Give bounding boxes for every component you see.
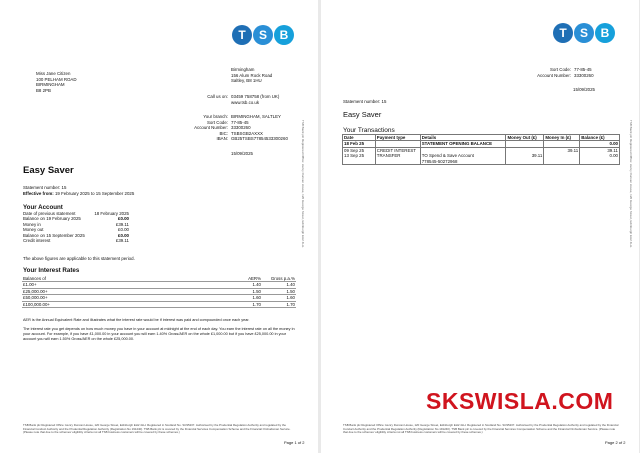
bic-value: TSBSGB2AXXX bbox=[231, 130, 263, 136]
applicable-note: The above figures are applicable to this statement period. bbox=[23, 256, 135, 261]
p2-account-number-value: 33300260 bbox=[574, 72, 594, 78]
account-number-value: 33300260 bbox=[231, 125, 251, 131]
customer-address bbox=[36, 71, 77, 93]
tx-type bbox=[375, 159, 420, 165]
interest-explanation: The interest rate you get depends on how much money you have in your account at midnight at the end of each day. You earn the interest rate on all the money in your account. For example, if you have £1,000.00 in your account you will earn 1.40% Gross/AER on the whole £1,000.00 but if you have £25,000.00 in your account you will earn 1.50% Gross/AER on the whole £25,000.00. bbox=[23, 327, 295, 341]
branch-city: Birmingham bbox=[231, 67, 255, 72]
col-payment-type: Payment type bbox=[375, 135, 420, 141]
rates-heading: Your Interest Rates bbox=[23, 267, 80, 274]
account-heading: Your Account bbox=[23, 204, 63, 211]
product-title: Easy Saver bbox=[23, 165, 74, 176]
summary-label: Money out bbox=[23, 227, 44, 233]
rates-sub-label: Balances of bbox=[22, 276, 232, 282]
p2-date: 15/09/2025 bbox=[573, 87, 595, 92]
page1-number: Page 1 of 2 bbox=[284, 440, 305, 445]
branch-value: BIRMINGHAM, SALTLEY bbox=[231, 114, 281, 119]
tsb-logo bbox=[553, 23, 615, 43]
tx-date: 13 Sep 25 bbox=[343, 153, 376, 158]
summary-value: £39.11 bbox=[115, 221, 129, 227]
p2-labels bbox=[521, 67, 571, 78]
summary-value: £0.00 bbox=[118, 216, 129, 222]
tx-in: 39.11 bbox=[544, 147, 580, 153]
p2-statement-number: Statement number: 15 bbox=[343, 99, 387, 104]
rate-gross: 1.60 bbox=[262, 295, 296, 301]
summary-label: Date of previous statement bbox=[23, 211, 76, 216]
rate-aer: 1.60 bbox=[232, 295, 262, 301]
interest-rates-table bbox=[22, 276, 296, 308]
tx-details: 778545-50272968 bbox=[420, 159, 506, 165]
rates-col-gross: Gross p.a.% bbox=[262, 276, 296, 282]
page2-number: Page 2 of 2 bbox=[605, 440, 626, 445]
tx-type: TRANSFER bbox=[375, 153, 420, 158]
logo-letter-b: B bbox=[595, 23, 615, 43]
tx-balance: 0.00 bbox=[580, 141, 620, 147]
tx-row bbox=[343, 159, 620, 165]
summary-value: 18 February 2025 bbox=[94, 211, 129, 216]
col-money-in: Money In (£) bbox=[544, 135, 580, 141]
tx-date: 18 Feb 25 bbox=[343, 141, 376, 147]
customer-postcode: B8 2PB bbox=[36, 87, 51, 93]
tx-in bbox=[544, 159, 580, 165]
summary-label: Money in bbox=[23, 221, 41, 227]
branch-label: Your branch: bbox=[203, 114, 228, 119]
summary-row bbox=[22, 238, 130, 243]
p2-sort-code-label: Sort Code: bbox=[550, 67, 571, 72]
p2-sort-code-value: 77-85-45 bbox=[574, 67, 592, 72]
website-link[interactable]: www.tsb.co.uk bbox=[231, 100, 260, 105]
tx-out: 39.11 bbox=[506, 153, 544, 158]
call-value: 03459 758758 (from UK) bbox=[231, 94, 280, 99]
summary-value: £39.11 bbox=[115, 238, 129, 244]
branch-street: 156 Alum Rock Road bbox=[231, 72, 273, 78]
tx-date bbox=[343, 159, 376, 165]
account-number-label: Account Number: bbox=[194, 125, 228, 131]
tx-balance bbox=[580, 159, 620, 165]
p2-product-title: Easy Saver bbox=[343, 110, 382, 119]
tx-balance: 39.11 bbox=[580, 147, 620, 153]
rates-row bbox=[22, 301, 296, 307]
customer-city: BIRMINGHAM bbox=[36, 82, 65, 88]
summary-label: Balance on 19 February 2025 bbox=[23, 216, 81, 222]
tx-date: 09 Sep 25 bbox=[343, 147, 376, 153]
rate-gross: 1.40 bbox=[262, 282, 296, 288]
logo-letter-t: T bbox=[232, 25, 252, 45]
effective-label: Effective from: bbox=[23, 191, 54, 196]
detail-labels bbox=[170, 114, 228, 142]
statement-page-2 bbox=[321, 0, 639, 453]
rate-gross: 1.50 bbox=[262, 288, 296, 294]
logo-letter-s: S bbox=[253, 25, 273, 45]
tx-balance: 0.00 bbox=[580, 153, 620, 158]
detail-values bbox=[231, 114, 288, 142]
customer-name: Miss Jane Citizen bbox=[36, 71, 71, 76]
sort-code-label: Sort Code: bbox=[207, 119, 228, 125]
watermark-text: SKSWISLA.COM bbox=[426, 388, 614, 414]
tsb-logo bbox=[232, 25, 294, 45]
logo-letter-s: S bbox=[574, 23, 594, 43]
aer-note: AER is the Annual Equivalent Rate and illustrates what the interest rate would be if interest was paid and compounded once each year. bbox=[23, 318, 250, 322]
rate-band: £25,000.00+ bbox=[22, 288, 232, 294]
iban-label: IBAN: bbox=[216, 136, 228, 142]
statement-number: Statement number: 15 bbox=[23, 185, 67, 190]
col-money-out: Money Out (£) bbox=[506, 135, 544, 141]
p2-values bbox=[574, 67, 594, 78]
account-summary-table bbox=[22, 211, 130, 243]
tx-type: CREDIT INTEREST bbox=[375, 147, 420, 153]
page1-side-text: TSB Bank plc Registered Office: Henry Duncan House, 120 George Street, Edinburgh EH2 4LH. bbox=[301, 120, 305, 249]
tx-details: TO Spend & Save Account bbox=[420, 153, 506, 158]
rates-col-aer: AER% bbox=[232, 276, 262, 282]
bic-label: BIC: bbox=[219, 130, 228, 136]
statement-page-1 bbox=[0, 0, 318, 453]
col-date: Date bbox=[343, 135, 376, 141]
tx-details: STATEMENT OPENING BALANCE bbox=[420, 141, 506, 147]
call-label: Call us on: bbox=[207, 94, 228, 99]
page2-side-text: TSB Bank plc Registered Office: Henry Duncan House, 120 George Street, Edinburgh EH2 4LH. bbox=[629, 120, 633, 249]
col-details: Details bbox=[420, 135, 506, 141]
transactions-table bbox=[342, 134, 620, 165]
rate-band: £100,000.00+ bbox=[22, 301, 232, 307]
statement-date: 15/09/2025 bbox=[231, 151, 253, 156]
effective-value: 19 February 2025 to 15 September 2025 bbox=[54, 191, 135, 196]
customer-street: 100 PELHAM ROAD bbox=[36, 76, 77, 82]
sort-code-value: 77-85-45 bbox=[231, 119, 249, 125]
summary-label: Balance on 15 September 2025 bbox=[23, 232, 85, 238]
rate-gross: 1.70 bbox=[262, 301, 296, 307]
summary-label: Credit interest bbox=[23, 238, 51, 244]
branch-address bbox=[231, 67, 272, 84]
branch-postcode: Saltley, B8 1HU bbox=[231, 78, 262, 84]
rate-aer: 1.70 bbox=[232, 301, 262, 307]
iban-value: GB25TSBS77854533300260 bbox=[231, 136, 288, 142]
rate-aer: 1.50 bbox=[232, 288, 262, 294]
page2-footer: TSB Bank plc Registered Office: Henry Duncan House, 120 George Street, Edinburgh EH2 4LH. Registered in Scotland No. SC95237. Authorised by the Prudential Regulation Authority and regulated by the Financial Conduct Authority and the Prudential Regulation Authority (Registration No 191240). TSB Bank plc is covered by the Financial Services Compensation Scheme and the Financial Ombudsman Service. (Please note that due to the schemes' eligibility criteria not all TSB business customers will be covered by these schemes.) bbox=[343, 423, 619, 435]
logo-letter-b: B bbox=[274, 25, 294, 45]
effective-period bbox=[23, 191, 134, 197]
tx-out bbox=[506, 159, 544, 165]
rate-band: £1.00+ bbox=[22, 282, 232, 288]
rate-aer: 1.40 bbox=[232, 282, 262, 288]
page1-footer: TSB Bank plc Registered Office: Henry Duncan House, 120 George Street, Edinburgh EH2 4LH. Registered in Scotland No. SC95237. Authorised by the Prudential Regulation Authority and regulated by the Financial Conduct Authority and the Prudential Regulation Authority (Registration No 191240). TSB Bank plc is covered by the Financial Services Compensation Scheme and the Financial Ombudsman Service. (Please note that due to the schemes' eligibility criteria not all TSB business customers will be covered by these schemes.) bbox=[23, 423, 291, 435]
rate-band: £50,000.00+ bbox=[22, 295, 232, 301]
logo-letter-t: T bbox=[553, 23, 573, 43]
col-balance: Balance (£) bbox=[580, 135, 620, 141]
p2-account-number-label: Account Number: bbox=[537, 72, 571, 78]
transactions-heading: Your Transactions bbox=[343, 127, 395, 134]
summary-value: £0.00 bbox=[118, 227, 129, 233]
summary-value: £0.00 bbox=[118, 232, 129, 238]
